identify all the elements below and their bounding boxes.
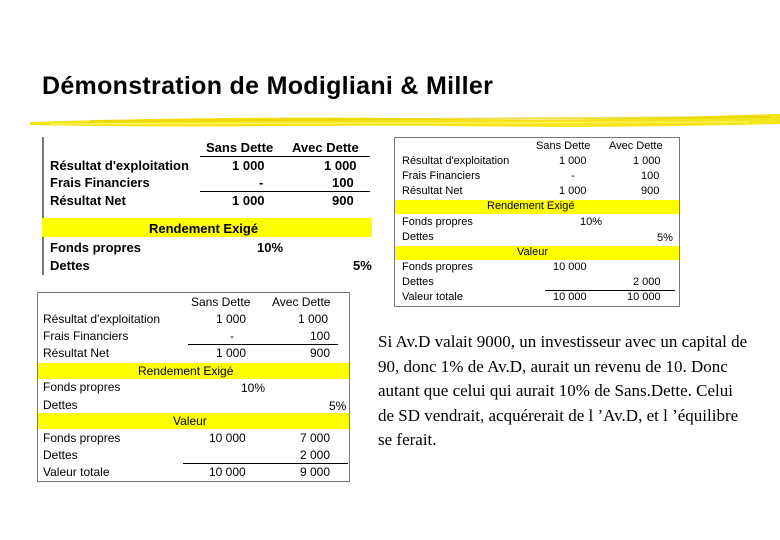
row-value-sans: 1 000: [232, 158, 265, 173]
row-value-avec: 9 000: [300, 465, 331, 479]
row-label: Résultat d'exploitation: [43, 312, 161, 326]
row-value-avec: 10 000: [627, 291, 661, 303]
row-label: Valeur totale: [402, 291, 463, 303]
row-value-rate: 5%: [657, 232, 673, 244]
row-value-sans: -: [571, 170, 575, 182]
yellow-brush-underline: [30, 112, 780, 132]
row-label: Résultat d'exploitation: [402, 155, 510, 167]
table-valuation-unequal: [37, 292, 350, 482]
header-avec-dette: Avec Dette: [609, 140, 663, 152]
row-value-rate: 5%: [353, 258, 372, 273]
row-value-rate: 10%: [241, 381, 266, 395]
row-value-sans: -: [230, 329, 234, 343]
row-label: Résultat Net: [43, 346, 110, 360]
row-label: Fonds propres: [402, 261, 473, 273]
row-value-rate: 10%: [257, 240, 284, 255]
row-label: Dettes: [402, 276, 434, 288]
total-underline: [183, 463, 348, 464]
row-value-avec: 1 000: [324, 158, 357, 173]
row-label: Fonds propres: [402, 216, 473, 228]
row-value-sans: -: [259, 175, 264, 190]
row-label: Dettes: [43, 398, 78, 412]
band-label: Rendement Exigé: [487, 200, 575, 212]
row-label: Dettes: [402, 231, 434, 243]
row-value-sans: 1 000: [232, 193, 265, 208]
row-value-avec: 900: [641, 185, 660, 197]
row-label: Résultat Net: [402, 185, 463, 197]
subtotal-underline: [188, 344, 338, 345]
row-value-sans: 10 000: [209, 431, 246, 445]
row-value-rate: 10%: [580, 216, 603, 228]
row-value-sans: 1 000: [216, 346, 247, 360]
row-value-avec: 900: [332, 193, 354, 208]
row-label: Résultat Net: [50, 193, 126, 208]
row-label: Fonds propres: [43, 431, 121, 445]
subtotal-underline: [200, 191, 370, 192]
row-value-avec: 7 000: [300, 431, 331, 445]
header-sans-dette: Sans Dette: [206, 140, 274, 155]
band-label: Rendement Exigé: [149, 221, 259, 236]
table-income-summary: [42, 137, 372, 275]
row-value-sans: 10 000: [553, 291, 587, 303]
row-value-avec: 100: [332, 175, 354, 190]
row-value-sans: 10 000: [209, 465, 246, 479]
band-label: Valeur: [517, 246, 548, 258]
row-value-sans: 1 000: [216, 312, 247, 326]
header-underline: [200, 156, 370, 157]
header-sans-dette: Sans Dette: [536, 140, 591, 152]
row-value-rate: 5%: [329, 399, 347, 413]
row-value-avec: 2 000: [300, 448, 331, 462]
row-label: Valeur totale: [43, 465, 110, 479]
header-sans-dette: Sans Dette: [191, 295, 251, 309]
band-label: Rendement Exigé: [138, 364, 234, 378]
row-value-sans: 10 000: [553, 261, 587, 273]
band-label: Valeur: [173, 414, 207, 428]
row-value-avec: 900: [310, 346, 331, 360]
row-label: Frais Financiers: [50, 175, 150, 190]
row-value-avec: 1 000: [633, 155, 661, 167]
row-value-avec: 100: [310, 329, 331, 343]
table-valuation-equal: [394, 137, 680, 307]
row-value-avec: 1 000: [298, 312, 329, 326]
row-label: Frais Financiers: [402, 170, 481, 182]
row-label: Fonds propres: [50, 240, 142, 255]
row-label: Fonds propres: [43, 380, 121, 394]
header-avec-dette: Avec Dette: [272, 295, 331, 309]
row-value-avec: 2 000: [633, 276, 661, 288]
row-label: Dettes: [43, 448, 78, 462]
row-label: Dettes: [50, 258, 90, 273]
row-value-sans: 1 000: [559, 155, 587, 167]
row-label: Frais Financiers: [43, 329, 129, 343]
row-label: Résultat d'exploitation: [50, 158, 189, 173]
header-avec-dette: Avec Dette: [292, 140, 359, 155]
explanation-paragraph: Si Av.D valait 9000, un investisseur avec un capital de 90, donc 1% de Av.D, aurait un revenu de 10. Donc autant que celui qui aurait 10% de Sans.Dette. Celui de SD vendrait, acquérerait de l ’Av.D, et l ’équilibre se ferait.: [378, 332, 748, 449]
slide-title: Démonstration de Modigliani & Miller: [42, 72, 494, 100]
row-value-sans: 1 000: [559, 185, 587, 197]
row-value-avec: 100: [641, 170, 660, 182]
table-left-border: [42, 137, 44, 275]
